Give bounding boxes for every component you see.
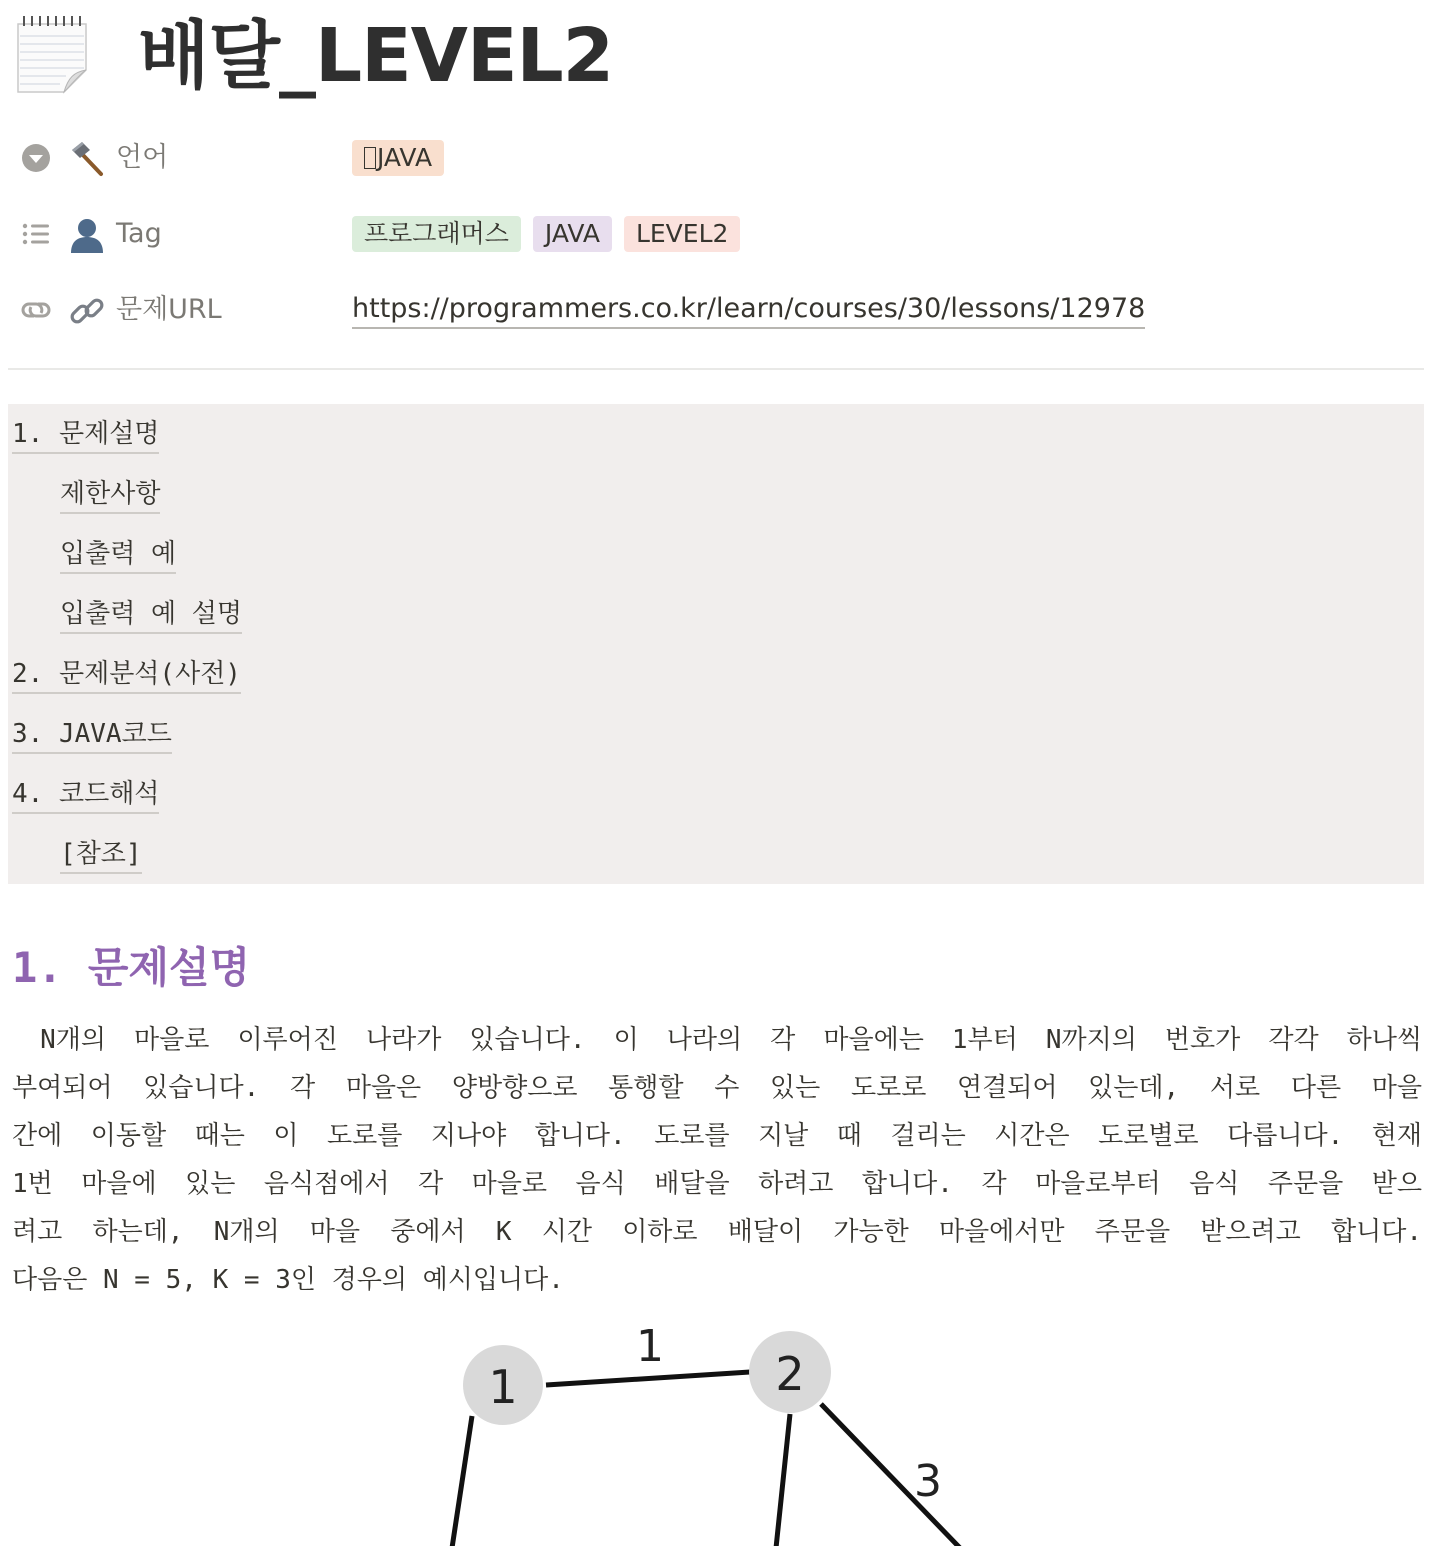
property-row-tag: [0, 204, 1438, 264]
graph-edge-label-3: 3: [914, 1456, 942, 1507]
hammer-icon: [68, 140, 106, 178]
toc-item-code-explanation[interactable]: 4. 코드해석: [12, 776, 159, 814]
graph-edge-label-1: 1: [636, 1321, 664, 1372]
paragraph-line: 부여되어 있습니다. 각 마을은 양방향으로 통행할 수 있는 도로로 연결되어 있는데, 서로 다른 마을: [12, 1073, 1422, 1103]
paragraph-line: 다음은 N = 5, K = 3인 경우의 예시입니다.: [12, 1265, 564, 1295]
tag-java-language[interactable]: [352, 140, 444, 176]
toc-item-constraints[interactable]: 제한사항: [60, 476, 160, 514]
graph-node-label-2: 2: [775, 1347, 805, 1401]
village-road-graph: [380, 1316, 1080, 1546]
divider: [8, 368, 1424, 370]
problem-url-link[interactable]: https://programmers.co.kr/learn/courses/30/lessons/12978: [352, 291, 1145, 329]
notepad-icon[interactable]: [16, 12, 88, 94]
property-name-tag: Tag: [116, 218, 162, 249]
property-name-url: 문제URL: [116, 294, 222, 325]
list-icon[interactable]: [20, 218, 52, 250]
graph-edge-1-2: [546, 1372, 750, 1385]
tag-programmers[interactable]: 프로그래머스: [352, 216, 521, 252]
toc-item-references[interactable]: [참조]: [60, 836, 142, 874]
graph-edge-2-down: [776, 1414, 790, 1546]
property-value-tags[interactable]: [352, 214, 740, 254]
paragraph-line: 간에 이동할 때는 이 도로를 지나야 합니다. 도로를 지날 때 걸리는 시간은 도로별로 다릅니다. 현재: [12, 1121, 1422, 1151]
url-chain-icon[interactable]: [20, 294, 52, 326]
table-of-contents: [8, 404, 1424, 884]
code-glyph-icon: [364, 147, 376, 169]
property-name-language: 언어: [116, 142, 169, 173]
person-silhouette-icon: [68, 216, 106, 254]
tag-level2[interactable]: LEVEL2: [624, 216, 740, 252]
page-title[interactable]: 배달_LEVEL2: [138, 13, 614, 99]
chevron-down-circle-icon[interactable]: [20, 142, 52, 174]
tag-java[interactable]: JAVA: [533, 216, 612, 252]
property-value-language[interactable]: [352, 138, 444, 178]
toc-item-io-example[interactable]: 입출력 예: [60, 536, 176, 574]
property-row-url: [0, 280, 1438, 340]
property-value-url[interactable]: [352, 290, 1145, 330]
toc-item-problem-description[interactable]: 1. 문제설명: [12, 416, 159, 454]
tag-java-language-label: JAVA: [377, 143, 433, 172]
graph-edge-1-down: [452, 1416, 472, 1546]
property-row-language: [0, 128, 1438, 188]
problem-description-paragraph: [12, 1016, 1422, 1304]
toc-item-problem-analysis[interactable]: 2. 문제분석(사전): [12, 656, 241, 694]
toc-item-java-code[interactable]: 3. JAVA코드: [12, 716, 172, 754]
paragraph-line: 1번 마을에 있는 음식점에서 각 마을로 음식 배달을 하려고 합니다. 각 마을로부터 음식 주문을 받으: [12, 1169, 1422, 1199]
graph-node-label-1: 1: [488, 1360, 518, 1414]
paragraph-line: 려고 하는데, N개의 마을 중에서 K 시간 이하로 배달이 가능한 마을에서만 주문을 받으려고 합니다.: [12, 1217, 1422, 1247]
toc-item-io-example-explanation[interactable]: 입출력 예 설명: [60, 596, 242, 634]
paragraph-line: N개의 마을로 이루어진 나라가 있습니다. 이 나라의 각 마을에는 1부터 N까지의 번호가 각각 하나씩: [12, 1025, 1422, 1055]
link-icon: [68, 292, 106, 330]
section-heading-problem-description: 1. 문제설명: [12, 943, 251, 992]
